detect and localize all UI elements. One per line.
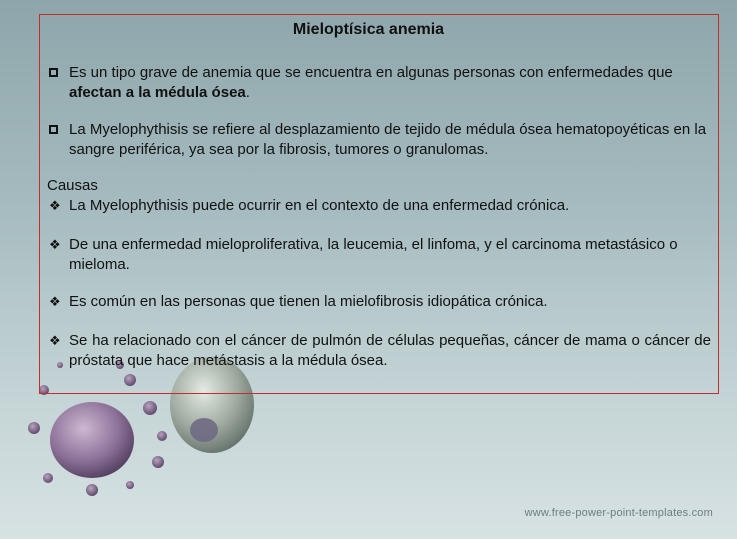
cause-item (49, 235, 711, 275)
small-cell (157, 431, 167, 441)
small-cell (43, 473, 53, 483)
diamond-bullet-icon: ❖ (49, 237, 61, 252)
small-cell (152, 456, 164, 468)
cause-item (49, 292, 711, 312)
slide-title: Mieloptísica anemia (292, 21, 445, 38)
bullet-item (49, 120, 711, 160)
footer-url: www.free-power-point-templates.com (524, 507, 713, 519)
bullet-text: Es un tipo grave de anemia que se encuentra en algunas personas con enfermedades que afectan a la médula ósea. (69, 64, 673, 101)
cause-text: La Myelophythisis puede ocurrir en el contexto de una enfermedad crónica. (69, 197, 570, 214)
small-cell (28, 422, 40, 434)
cause-text: Es común en las personas que tienen la mielofibrosis idiopática crónica. (69, 293, 548, 310)
diamond-bullet-icon: ❖ (49, 333, 61, 348)
bullet-text: La Myelophythisis se refiere al desplazamiento de tejido de médula ósea hematopoyéticas en la sangre periférica, ya sea por la fibrosis, tumores o granulomas. (69, 121, 707, 158)
causes-heading: Causas (47, 177, 98, 194)
checkbox-square-icon (49, 120, 65, 140)
small-cell (143, 401, 157, 415)
small-cell (86, 484, 98, 496)
cause-text: Se ha relacionado con el cáncer de pulmón de células pequeñas, cáncer de mama o cáncer de próstata que hace metástasis a la médula ósea. (69, 332, 711, 369)
cause-text: De una enfermedad mieloproliferativa, la leucemia, el linfoma, y el carcinoma metastásico o mieloma. (69, 236, 678, 273)
diamond-bullet-icon: ❖ (49, 294, 61, 309)
cause-item (49, 331, 711, 371)
diamond-bullet-icon: ❖ (49, 198, 61, 213)
small-cell (126, 481, 134, 489)
cause-item (49, 196, 711, 216)
bullet-item (49, 63, 711, 103)
green-cell-nucleus (190, 418, 218, 442)
checkbox-square-icon (49, 63, 65, 83)
purple-cell (50, 402, 134, 478)
